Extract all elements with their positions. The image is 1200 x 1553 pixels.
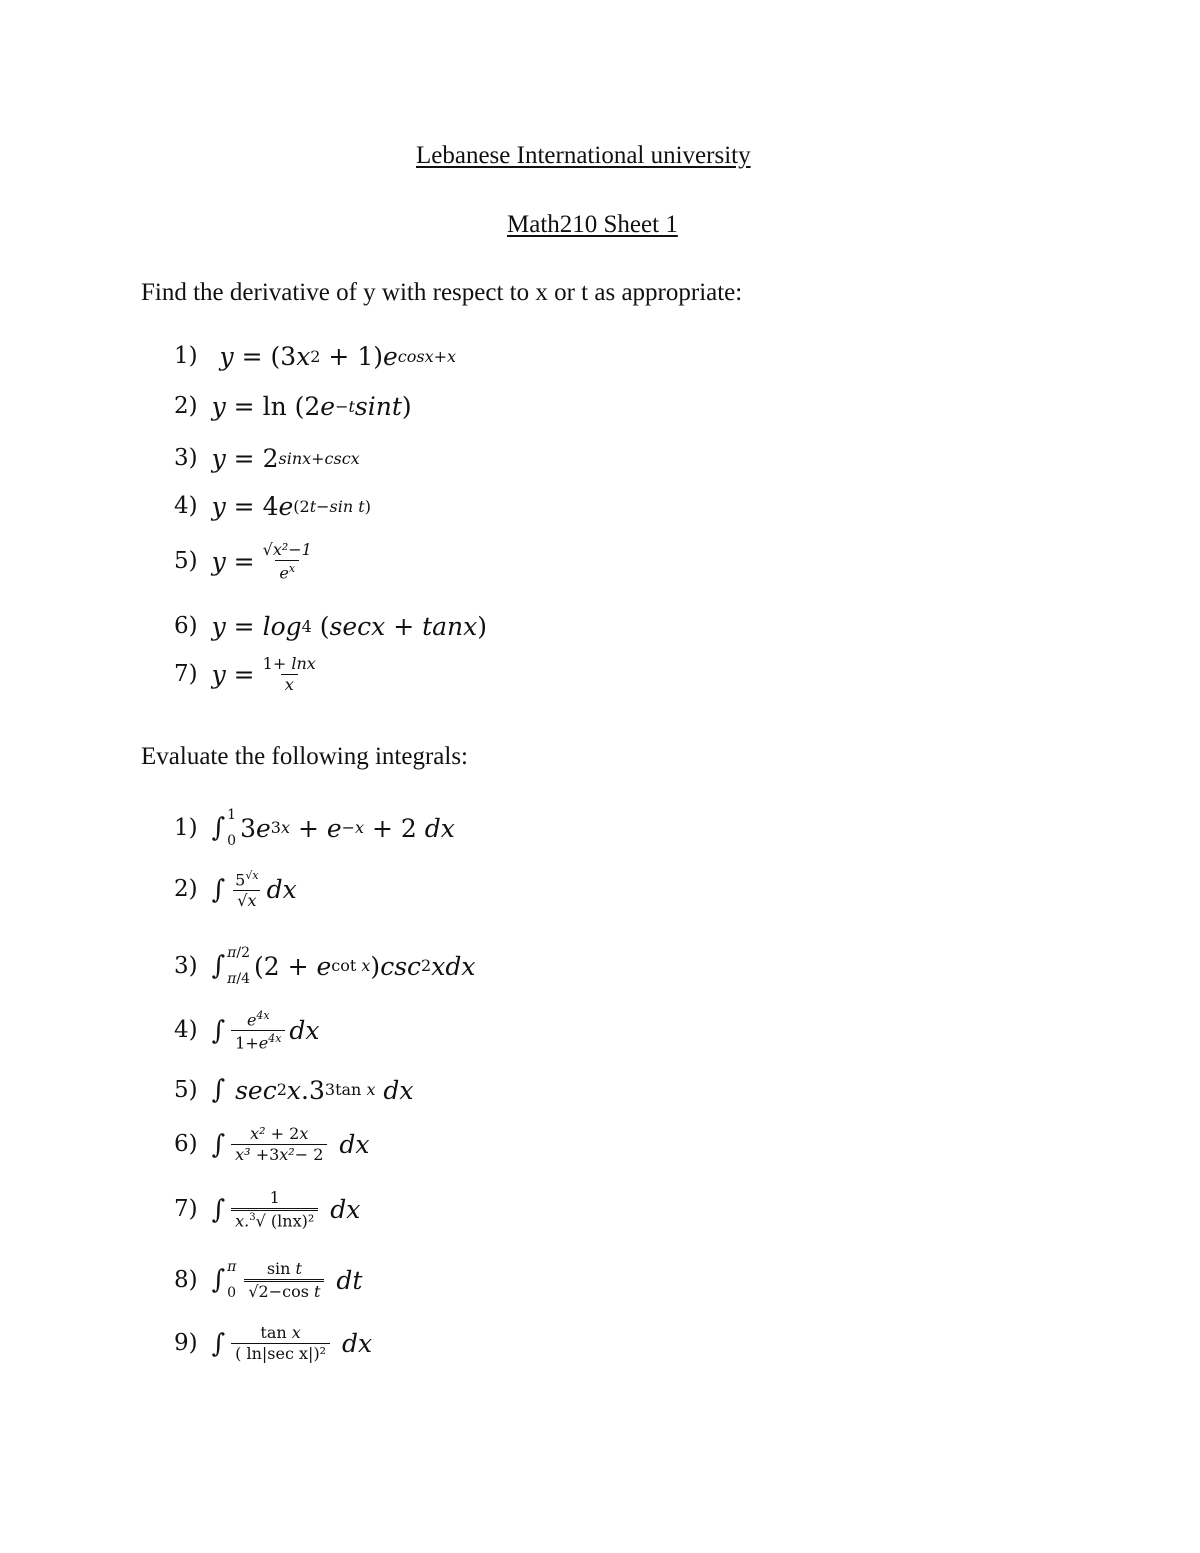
- fraction: $\frac{e^{4x}}{1+e^{4x}}$: [231, 1010, 285, 1052]
- problem-number: 2): [174, 876, 198, 903]
- problem-number: 6): [174, 613, 198, 639]
- integral-problem-6: 6) ∫ $\frac{\text{x² + 2x}}{\text{x³ +3x²− 2}}$ dx: [174, 1124, 370, 1164]
- problem-number: 5): [174, 548, 198, 575]
- problem-number: 7): [174, 1196, 198, 1223]
- problem-number: 6): [174, 1131, 198, 1157]
- derivative-problem-4: 4) y = 4 e (2t−sin t): [174, 492, 371, 521]
- institution-title: Lebanese International university: [416, 142, 751, 169]
- derivative-problem-1: 1) y = (3 x 2 + 1) e cosx+x: [174, 342, 457, 371]
- fraction: $\frac{1}{x.^3√ (\ln x)^2}$: [231, 1190, 318, 1229]
- fraction: $\frac{\text{x² + 2x}}{\text{x³ +3x²− 2}}$: [231, 1126, 327, 1163]
- integral-problem-4: 4) ∫ $\frac{e^{4x}}{1+e^{4x}}$ dx: [174, 1009, 320, 1053]
- problem-number: 1): [174, 814, 198, 841]
- integrals-instruction: Evaluate the following integrals:: [141, 743, 468, 770]
- fraction: $\frac{5^{√x}}{√x}$: [235, 869, 259, 911]
- problem-number: 9): [174, 1330, 198, 1356]
- derivative-problem-5: 5) y = $\frac{\text{√x²−1}}{e^x}$: [174, 542, 320, 581]
- sheet-title: Math210 Sheet 1: [507, 211, 678, 238]
- problem-number: 8): [174, 1266, 198, 1293]
- problem-number: 4): [174, 1017, 198, 1044]
- fraction: $\frac{1+ \ln x}{x}$: [262, 654, 316, 694]
- problem-number: 3): [174, 952, 198, 979]
- problem-number: 3): [174, 445, 198, 471]
- integral-problem-7: 7) ∫ $\frac{1}{x.^3√ (\ln x)^2}$ dx: [174, 1188, 361, 1231]
- integral-problem-8: 8) ∫ π 0 $\frac{\text{sin t}}{\text{√2−cos t}}$ dt: [174, 1258, 363, 1301]
- fraction: $\frac{\text{√x²−1}}{e^x}$: [262, 540, 312, 583]
- derivatives-instruction: Find the derivative of y with respect to x or t as appropriate:: [141, 279, 743, 306]
- problem-number: 7): [174, 661, 198, 687]
- derivative-problem-7: 7) y = $\frac{1+ \ln x}{x}$: [174, 656, 324, 693]
- problem-number: 5): [174, 1076, 198, 1103]
- derivative-problem-3: 3) y = 2 sinx+cscx: [174, 444, 360, 473]
- integral-problem-5: 5) ∫ sec 2 x .3 3tan x dx: [174, 1075, 414, 1105]
- derivative-problem-2: 2) y = ln (2 e −t sint ): [174, 392, 412, 421]
- problem-number: 1): [174, 343, 198, 369]
- problem-number: 4): [174, 493, 198, 519]
- integral-problem-1: 1) ∫ 1 0 3 e 3x + e −x + 2 dx: [174, 807, 455, 849]
- integral-problem-9: 9) ∫ $\frac{\text{tan x}}{\text{( ln|sec x|)²}}$ dx: [174, 1323, 373, 1363]
- fraction: $\frac{\text{tan x}}{\text{( ln|sec x|)²}}$: [231, 1325, 330, 1362]
- integral-problem-2: 2) ∫ $\frac{5^{√x}}{√x}$ dx: [174, 869, 297, 911]
- problem-number: 2): [174, 393, 198, 419]
- derivative-problem-6: 6) y = log 4 ( secx + tanx ): [174, 612, 488, 641]
- integral-problem-3: 3) ∫ π/2 π/4 (2 + e cot x ) csc 2 xdx: [174, 945, 476, 987]
- fraction: $\frac{\text{sin t}}{\text{√2−cos t}}$: [244, 1261, 324, 1300]
